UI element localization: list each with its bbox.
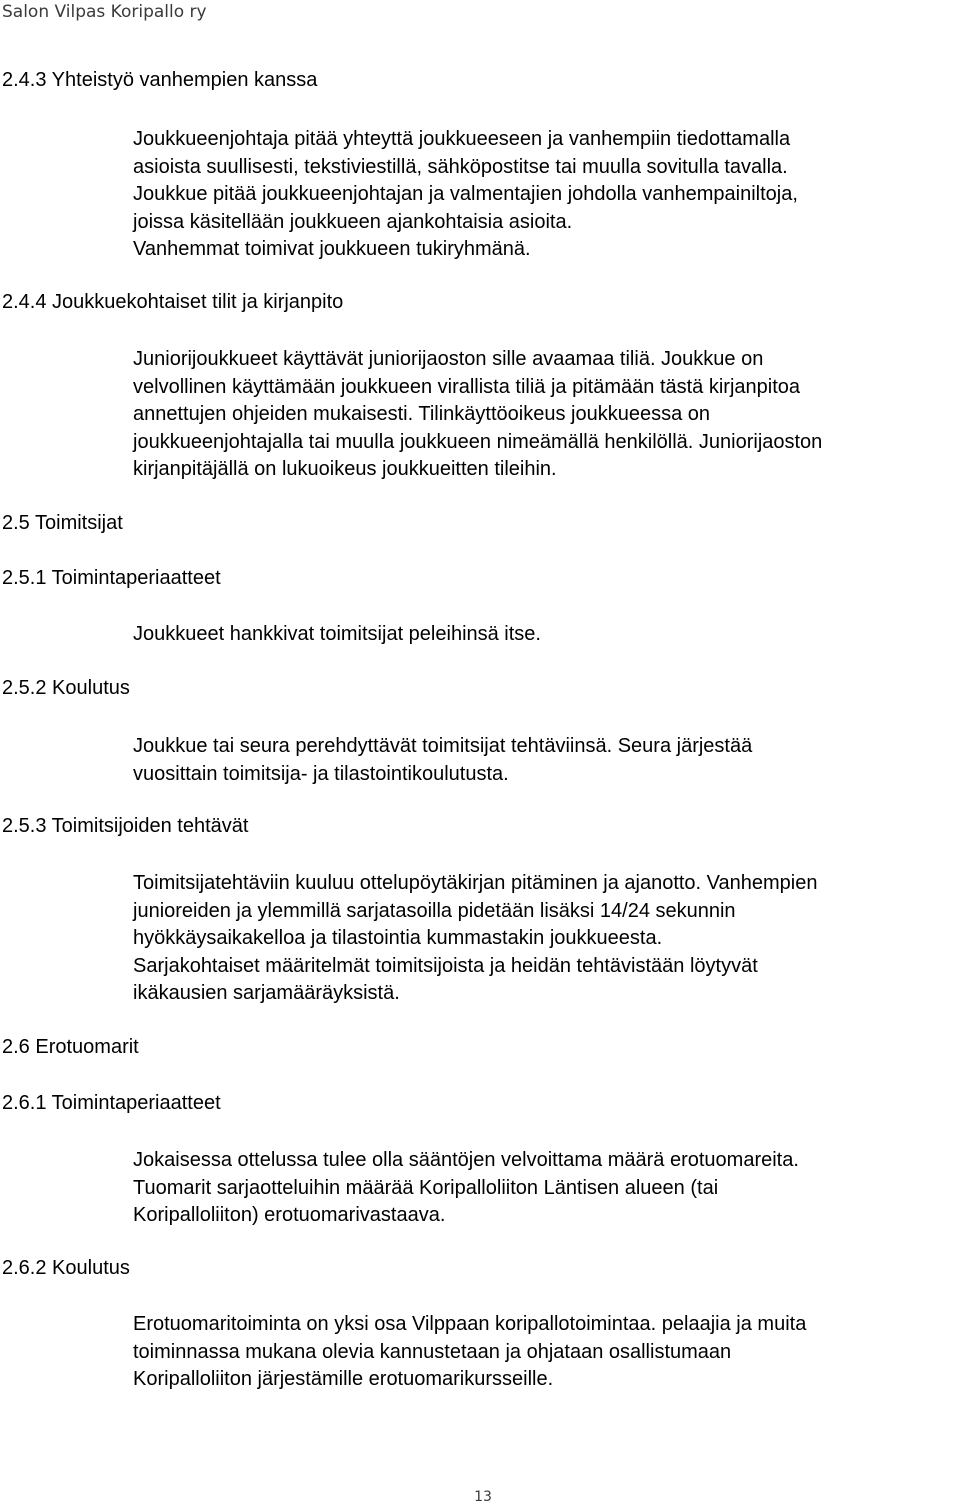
- section-2-5-3-heading: 2.5.3 Toimitsijoiden tehtävät: [2, 815, 249, 837]
- text-line: asioista suullisesti, tekstiviestillä, sähköpostitse tai muulla sovitulla tavalla.: [133, 155, 788, 178]
- section-2-4-3-heading: 2.4.3 Yhteistyö vanhempien kanssa: [2, 69, 318, 91]
- text-line: Joukkue pitää joukkueenjohtajan ja valmentajien johdolla vanhempainiltoja,: [133, 183, 798, 206]
- section-2-4-3-body: [133, 126, 798, 264]
- text-line: Tuomarit sarjaotteluihin määrää Koripalloliiton Läntisen alueen (tai: [133, 1176, 719, 1199]
- text-line: Juniorijoukkueet käyttävät juniorijaoston sille avaamaa tiliä. Joukkue on: [133, 348, 764, 370]
- section-2-5-1-heading: 2.5.1 Toimintaperiaatteet: [2, 567, 221, 589]
- text-line: kirjanpitäjällä on lukuoikeus joukkueitten tileihin.: [133, 458, 557, 481]
- section-2-5-2-heading: 2.5.2 Koulutus: [2, 677, 130, 699]
- page-header: Salon Vilpas Koripallo ry: [2, 2, 207, 22]
- text-line: joissa käsitellään joukkueen ajankohtaisia asioita.: [133, 210, 573, 233]
- section-2-6-2-heading: 2.6.2 Koulutus: [2, 1257, 130, 1279]
- section-2-6-2-body: [133, 1311, 806, 1394]
- text-line: Koripalloliiton) erotuomarivastaava.: [133, 1204, 446, 1227]
- text-line: joukkueenjohtajalla tai muulla joukkueen nimeämällä henkilöllä. Juniorijaoston: [133, 430, 823, 453]
- section-2-6-heading: 2.6 Erotuomarit: [2, 1036, 139, 1058]
- text-line: Sarjakohtaiset määritelmät toimitsijoista ja heidän tehtävistään löytyvät: [133, 954, 758, 977]
- text-line: velvollinen käyttämään joukkueen virallista tiliä ja pitämään tästä kirjanpitoa: [133, 375, 801, 398]
- page-number: 13: [474, 1489, 492, 1505]
- text-line: ikäkausien sarjamääräyksistä.: [133, 982, 400, 1005]
- text-line: vuosittain toimitsija- ja tilastointikoulutusta.: [133, 762, 509, 785]
- text-line: toiminnassa mukana olevia kannustetaan ja ohjataan osallistumaan: [133, 1340, 732, 1363]
- section-2-6-1-body: [133, 1147, 799, 1230]
- text-line: hyökkäysaikakelloa ja tilastointia kummastakin joukkueesta.: [133, 927, 663, 950]
- section-2-5-heading: 2.5 Toimitsijat: [2, 512, 123, 534]
- section-2-4-4-body: [133, 346, 822, 484]
- text-line: Koripalloliiton järjestämille erotuomarikursseille.: [133, 1368, 554, 1391]
- text-line: junioreiden ja ylemmillä sarjatasoilla pidetään lisäksi 14/24 sekunnin: [133, 899, 736, 922]
- text-line: Jokaisessa ottelussa tulee olla sääntöjen velvoittama määrä erotuomareita.: [133, 1149, 799, 1171]
- section-2-5-3-body: [133, 870, 817, 1008]
- text-line: Joukkueenjohtaja pitää yhteyttä joukkueeseen ja vanhempiin tiedottamalla: [133, 128, 791, 150]
- section-2-4-4-heading: 2.4.4 Joukkuekohtaiset tilit ja kirjanpito: [2, 291, 344, 313]
- text-line: Vanhemmat toimivat joukkueen tukiryhmänä.: [133, 238, 531, 261]
- section-2-5-1-body: [133, 621, 541, 649]
- text-line: Toimitsijatehtäviin kuuluu ottelupöytäkirjan pitäminen ja ajanotto. Vanhempien: [133, 872, 818, 894]
- text-line: Joukkueet hankkivat toimitsijat peleihinsä itse.: [133, 623, 541, 645]
- text-line: Erotuomaritoiminta on yksi osa Vilppaan koripallotoimintaa. pelaajia ja muita: [133, 1313, 807, 1335]
- section-2-5-2-body: [133, 733, 752, 788]
- text-line: annettujen ohjeiden mukaisesti. Tilinkäyttöoikeus joukkueessa on: [133, 403, 711, 426]
- section-2-6-1-heading: 2.6.1 Toimintaperiaatteet: [2, 1092, 221, 1114]
- text-line: Joukkue tai seura perehdyttävät toimitsijat tehtäviinsä. Seura järjestää: [133, 735, 753, 757]
